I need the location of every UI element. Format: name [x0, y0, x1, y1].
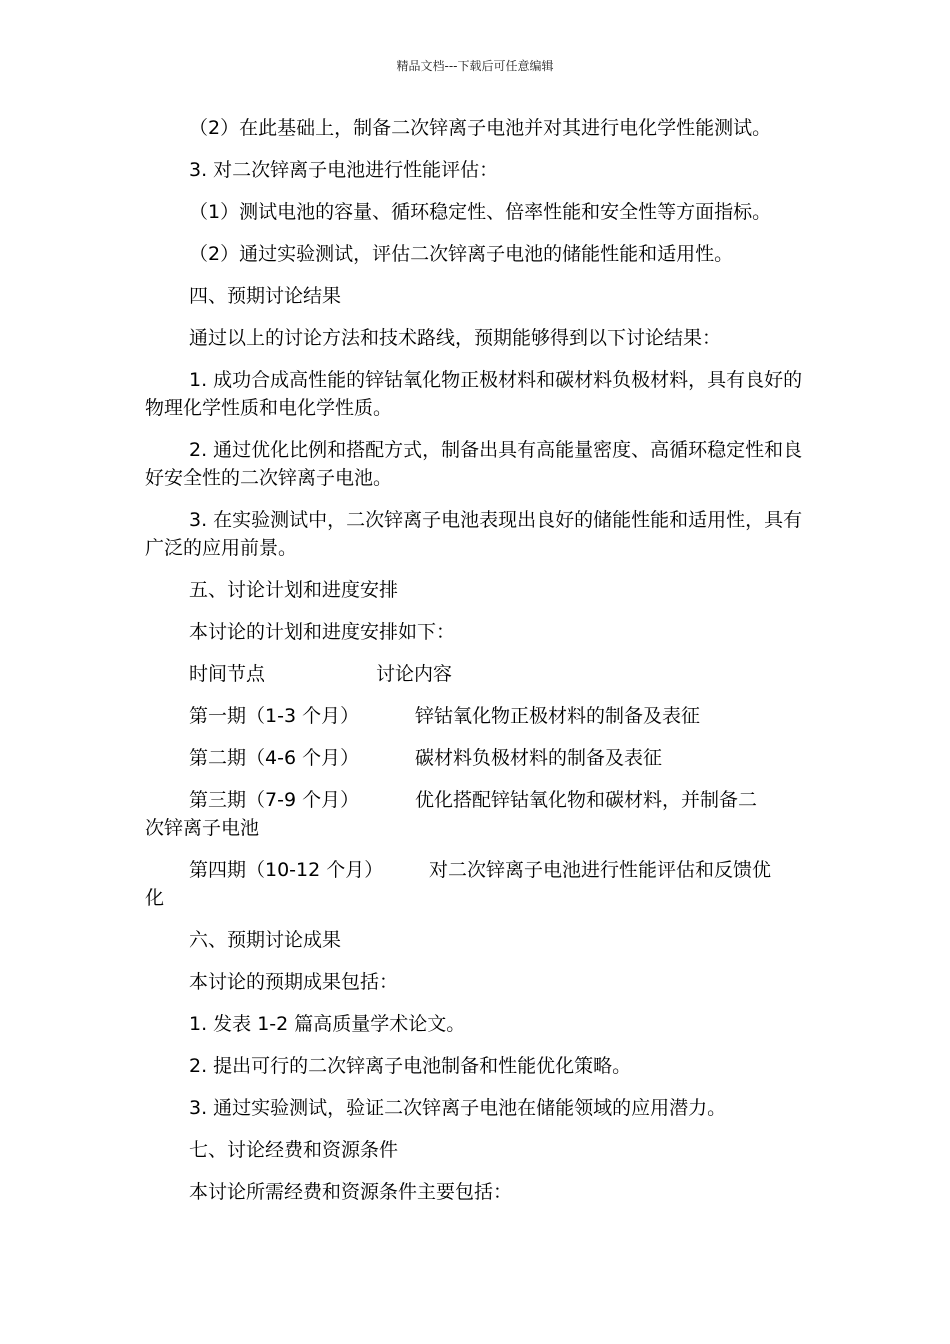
section-heading-5: 五、讨论计划和进度安排	[189, 579, 399, 601]
document-body	[145, 114, 813, 1220]
list-item: 1. 发表 1-2 篇高质量学术论文。	[189, 1013, 466, 1035]
paragraph: 本讨论的计划和进度安排如下：	[189, 621, 456, 643]
schedule-period: 第二期（4-6 个月）	[189, 747, 360, 769]
schedule-content-continuation: 化	[145, 887, 165, 909]
list-item: 2. 提出可行的二次锌离子电池制备和性能优化策略。	[189, 1055, 632, 1077]
list-item: 3. 通过实验测试，验证二次锌离子电池在储能领域的应用潜力。	[189, 1097, 727, 1119]
page-header: 精品文档---下载后可任意编辑	[396, 59, 554, 73]
section-heading-4: 四、预期讨论结果	[189, 285, 342, 307]
schedule-header	[145, 660, 813, 688]
schedule-period: 第一期（1-3 个月）	[189, 705, 360, 727]
section-heading-6: 六、预期讨论成果	[189, 929, 342, 951]
schedule-row	[145, 702, 813, 730]
paragraph: 通过以上的讨论方法和技术路线，预期能够得到以下讨论结果：	[189, 327, 722, 349]
section-heading-7: 七、讨论经费和资源条件	[189, 1139, 399, 1161]
paragraph: （2）通过实验测试，评估二次锌离子电池的储能性能和适用性。	[189, 243, 734, 265]
schedule-period: 第四期（10-12 个月）	[189, 859, 384, 881]
paragraph: （2）在此基础上，制备二次锌离子电池并对其进行电化学性能测试。	[189, 117, 772, 139]
paragraph: 本讨论所需经费和资源条件主要包括：	[189, 1181, 513, 1203]
list-item: 3. 在实验测试中，二次锌离子电池表现出良好的储能性能和适用性，具有广泛的应用前景。	[145, 509, 803, 559]
schedule-content: 锌钴氧化物正极材料的制备及表征	[415, 705, 701, 727]
schedule-row	[145, 786, 813, 814]
schedule-header-period: 时间节点	[189, 663, 266, 685]
schedule-content: 优化搭配锌钴氧化物和碳材料，并制备二	[415, 789, 758, 811]
schedule-content: 对二次锌离子电池进行性能评估和反馈优	[429, 859, 772, 881]
paragraph: 本讨论的预期成果包括：	[189, 971, 399, 993]
schedule-content: 碳材料负极材料的制备及表征	[415, 747, 663, 769]
schedule-row	[145, 744, 813, 772]
schedule-row	[145, 856, 813, 884]
list-item: 3. 对二次锌离子电池进行性能评估：	[189, 159, 499, 181]
schedule-content-continuation: 次锌离子电池	[145, 817, 260, 839]
schedule-header-content: 讨论内容	[376, 663, 453, 685]
list-item: 2. 通过优化比例和搭配方式，制备出具有高能量密度、高循环稳定性和良好安全性的二次锌离子电池。	[145, 439, 803, 489]
schedule-period: 第三期（7-9 个月）	[189, 789, 360, 811]
paragraph: （1）测试电池的容量、循环稳定性、倍率性能和安全性等方面指标。	[189, 201, 772, 223]
list-item: 1. 成功合成高性能的锌钴氧化物正极材料和碳材料负极材料，具有良好的物理化学性质和电化学性质。	[145, 369, 803, 419]
